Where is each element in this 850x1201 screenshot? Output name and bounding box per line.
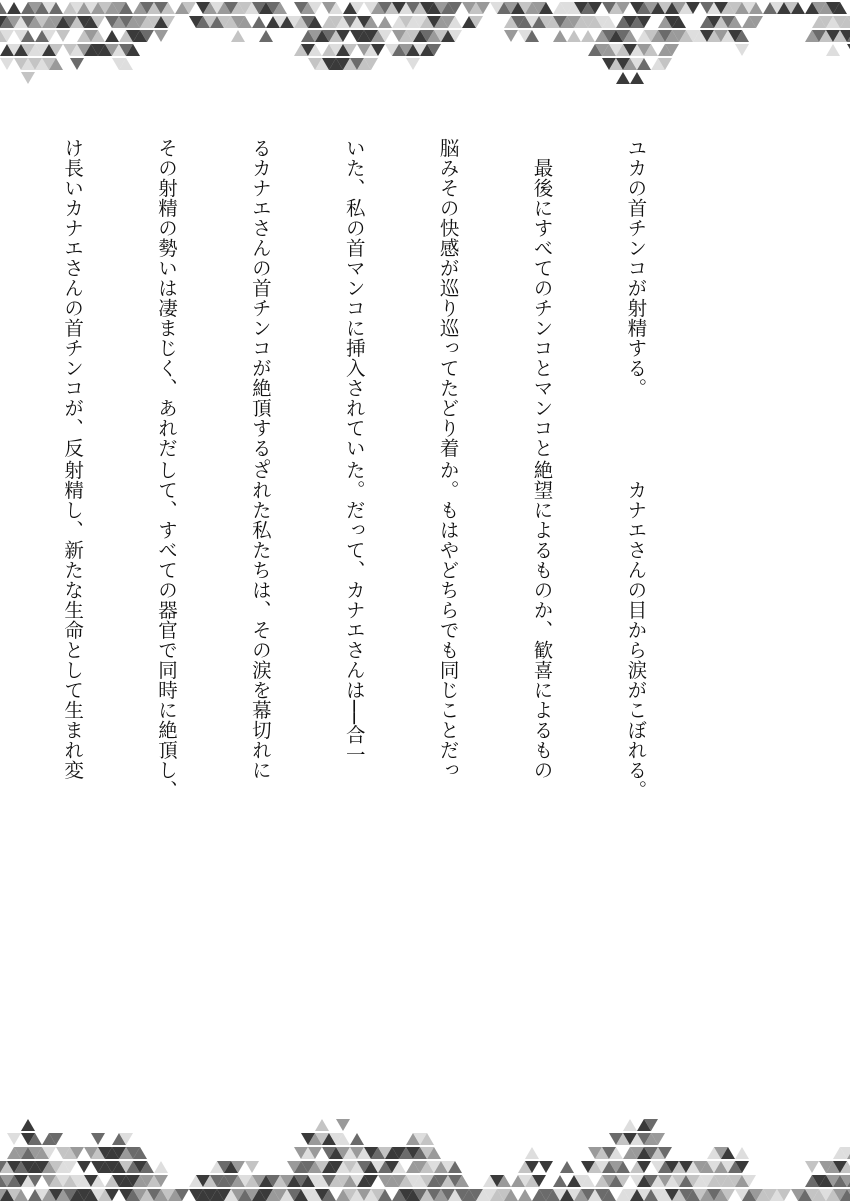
text-line: るカナエさんの首チンコが絶頂する。 bbox=[248, 138, 272, 478]
text-line: いた、私の首マンコに挿入されてい bbox=[342, 138, 366, 458]
pattern-triangle bbox=[91, 1133, 105, 1145]
text-line: け長いカナエさんの首チンコが、反 bbox=[61, 138, 85, 458]
pattern-triangle bbox=[350, 1133, 364, 1145]
pattern-triangle bbox=[406, 58, 420, 70]
pattern-triangle bbox=[567, 30, 581, 42]
text-line: か。もはやどちらでも同じことだっ bbox=[436, 460, 460, 780]
pattern-triangle bbox=[0, 58, 14, 70]
pattern-triangle bbox=[154, 30, 168, 42]
pattern-triangle bbox=[623, 1119, 637, 1131]
pattern-triangle bbox=[70, 58, 84, 70]
text-line: カナエさんの目から涙がこぼれる。 bbox=[624, 460, 648, 800]
pattern-triangle bbox=[525, 1147, 539, 1159]
pattern-triangle bbox=[735, 44, 749, 56]
pattern-triangle bbox=[616, 72, 630, 84]
pattern-triangle bbox=[581, 30, 595, 42]
text-line: 射精し、新たな生命として生まれ変 bbox=[61, 460, 85, 780]
top-triangle-pattern bbox=[0, 0, 850, 84]
pattern-triangle bbox=[105, 30, 119, 42]
pattern-triangle bbox=[259, 30, 273, 42]
text-line: その射精の勢いは凄まじく、あれだ bbox=[154, 138, 178, 458]
text-line: 絶望によるものか、歓喜によるもの bbox=[530, 460, 554, 780]
pattern-triangle bbox=[154, 1161, 168, 1173]
pattern-triangle bbox=[378, 16, 392, 28]
pattern-triangle bbox=[252, 16, 266, 28]
text-line: た。だって、カナエさんは──合一 bbox=[342, 460, 366, 765]
pattern-triangle bbox=[77, 1161, 91, 1173]
pattern-triangle bbox=[630, 72, 644, 84]
pattern-triangle bbox=[336, 1119, 350, 1131]
upper-text-block bbox=[0, 138, 714, 478]
lower-text-block bbox=[0, 460, 714, 800]
text-line: 最後にすべてのチンコとマンコと bbox=[530, 138, 554, 458]
pattern-triangle bbox=[231, 30, 245, 42]
pattern-triangle bbox=[805, 1161, 819, 1173]
pattern-triangle bbox=[518, 1189, 532, 1201]
text-line: 脳みその快感が巡り巡ってたどり着 bbox=[436, 138, 460, 458]
pattern-triangle bbox=[21, 1119, 35, 1131]
pattern-triangle bbox=[826, 44, 840, 56]
pattern-triangle bbox=[504, 30, 518, 42]
pattern-triangle bbox=[21, 72, 35, 84]
pattern-triangle bbox=[7, 2, 21, 14]
text-line: された私たちは、その涙を幕切れに bbox=[248, 460, 272, 780]
pattern-triangle bbox=[735, 1147, 749, 1159]
text-line: して、すべての器官で同時に絶頂し、 bbox=[154, 460, 178, 800]
pattern-triangle bbox=[553, 30, 567, 42]
pattern-triangle bbox=[315, 1119, 329, 1131]
pattern-triangle bbox=[0, 2, 7, 14]
pattern-triangle bbox=[539, 1161, 553, 1173]
pattern-triangle bbox=[56, 30, 70, 42]
bottom-triangle-pattern bbox=[0, 1112, 850, 1201]
pattern-triangle bbox=[245, 1161, 259, 1173]
pattern-triangle bbox=[7, 1133, 21, 1145]
text-line: ユカの首チンコが射精する。 bbox=[624, 138, 648, 398]
pattern-triangle bbox=[560, 1161, 574, 1173]
pattern-triangle bbox=[553, 1175, 567, 1187]
